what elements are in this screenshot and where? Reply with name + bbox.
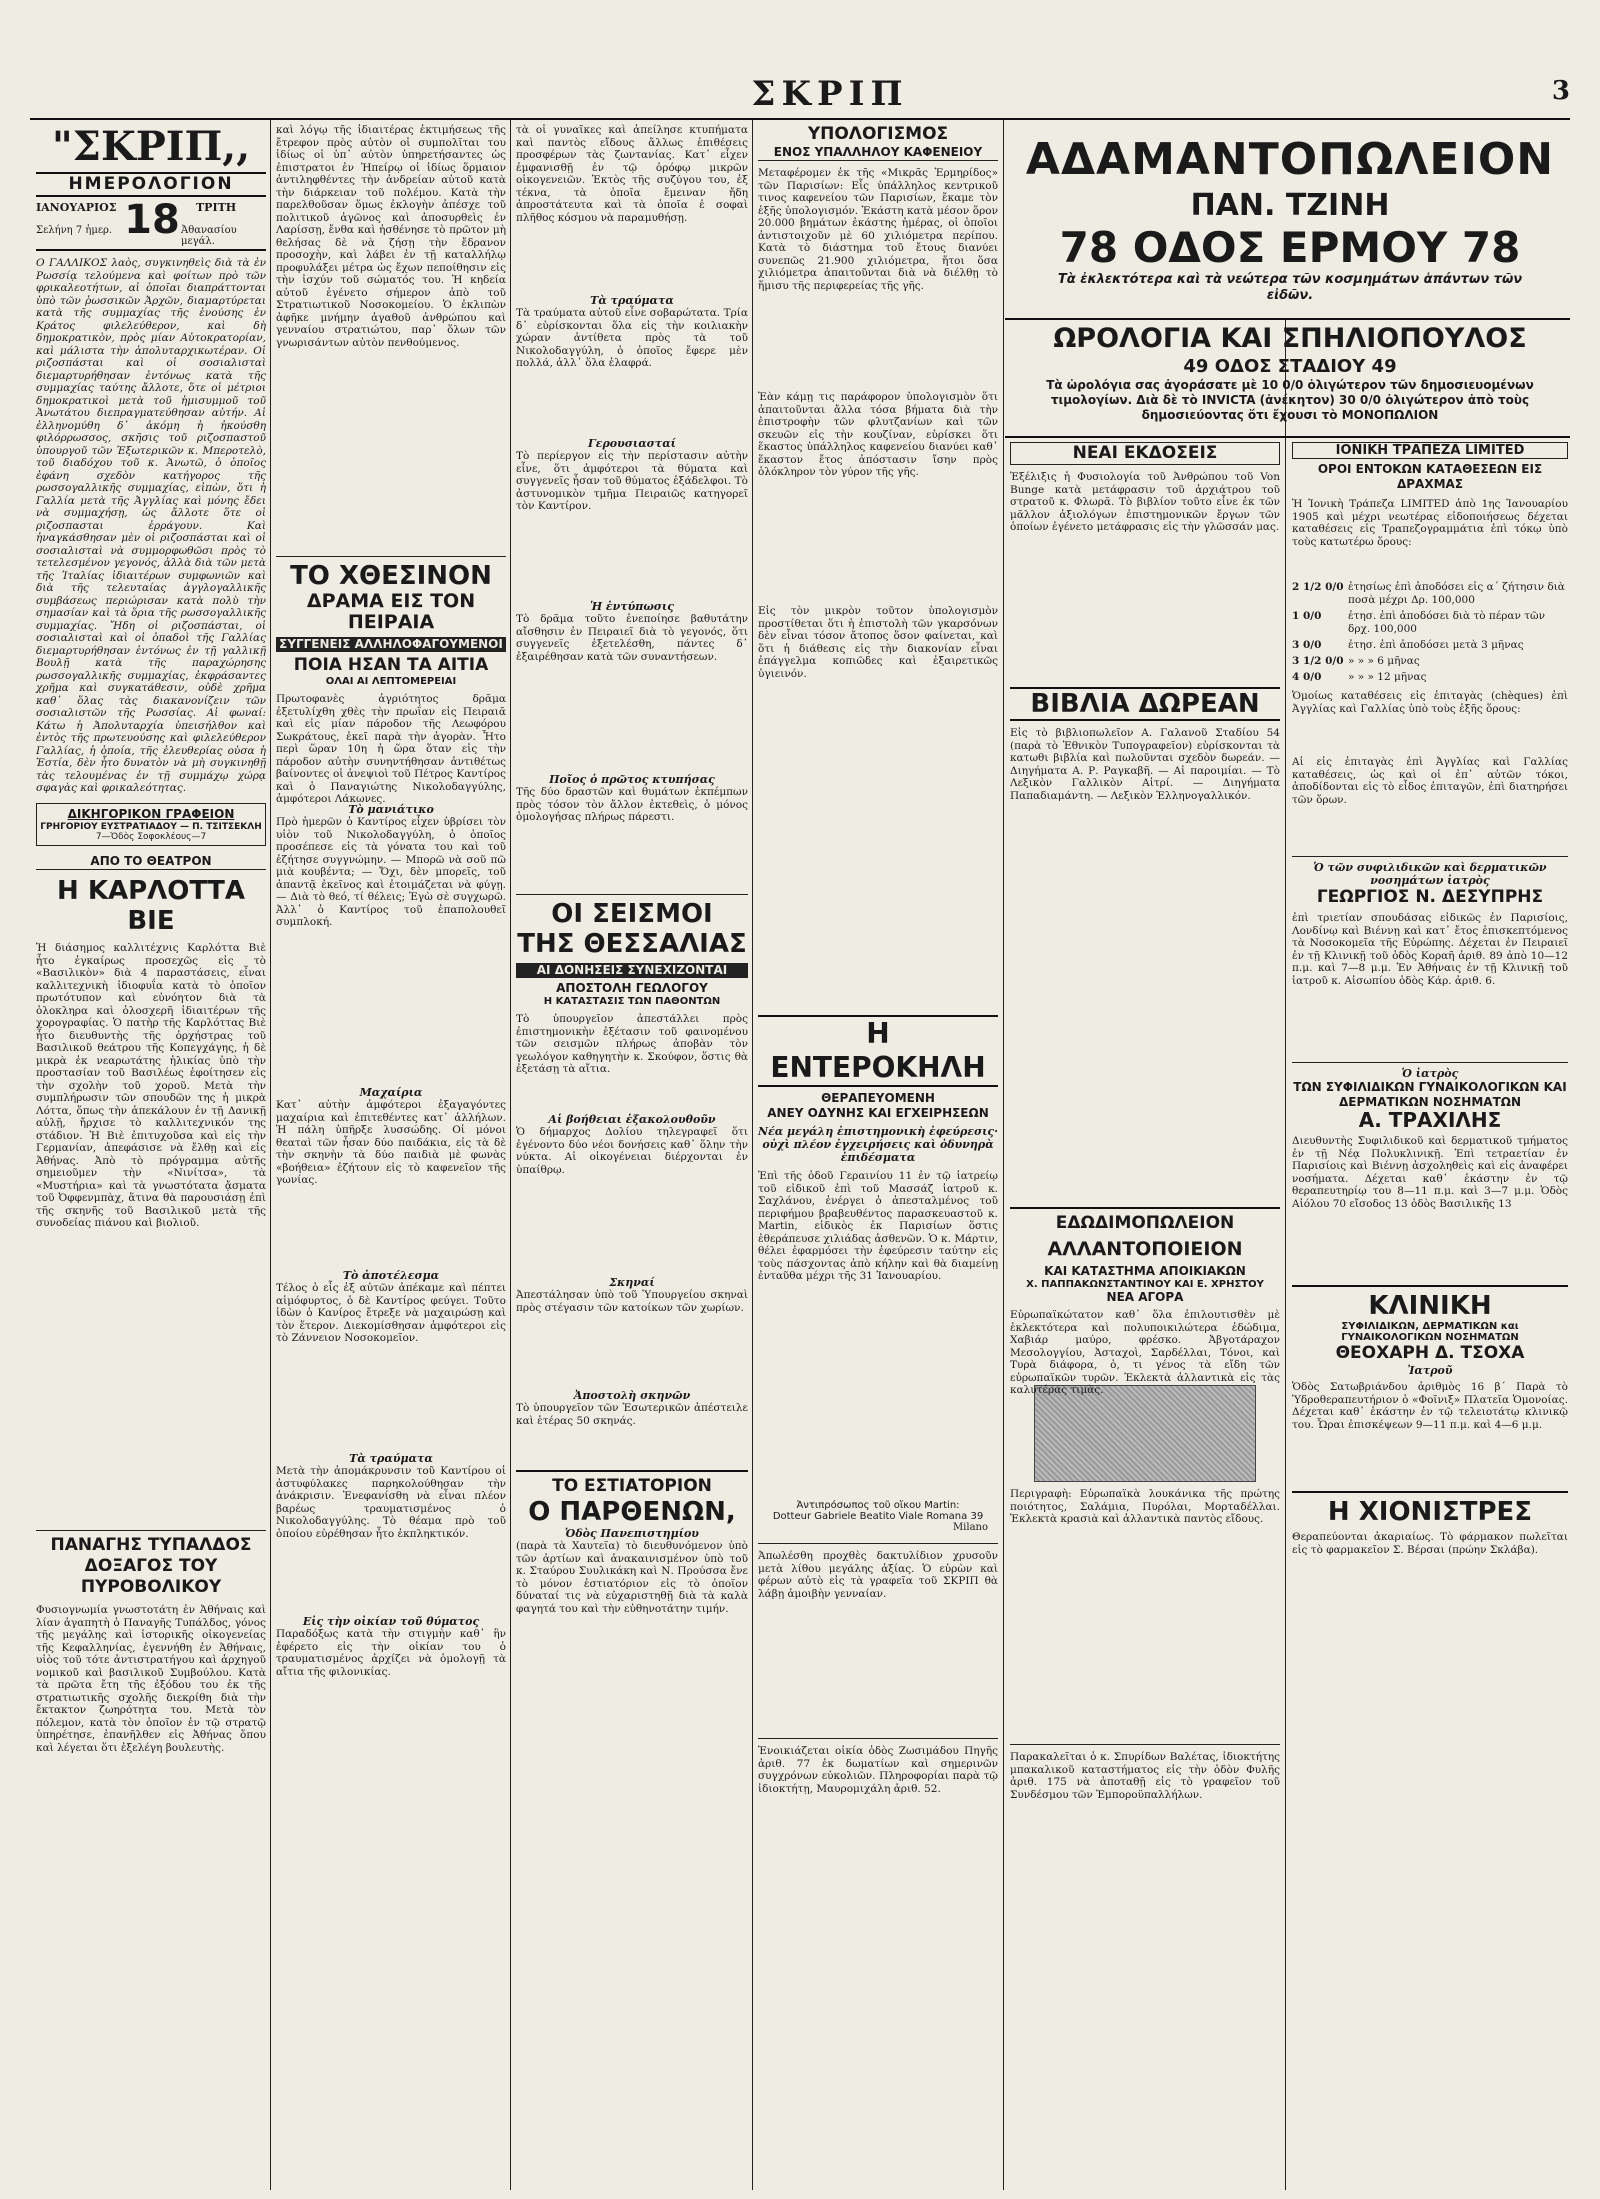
watch-ad bbox=[1010, 322, 1570, 432]
specialist-title: ΤΩΝ ΣΥΦΙΛΙΔΙΚΩΝ ΓΥΝΑΙΚΟΛΟΓΙΚΩΝ ΚΑΙ ΔΕΡΜΑΤΙΚΩΝ ΝΟΣΗΜΑΤΩΝ bbox=[1293, 1080, 1567, 1109]
bank-rate-value: 4 0/0 bbox=[1292, 671, 1322, 683]
calendar-saint: Ἀθανασίου μεγάλ. bbox=[181, 225, 237, 247]
lawyer-ad-address: 7—Ὁδὸς Σοφοκλέους—7 bbox=[95, 832, 207, 842]
calendar-month: ΙΑΝΟΥΑΡΙΟΣ bbox=[36, 201, 117, 214]
drama-sub-1: ΣΥΓΓΕΝΕΙΣ ΑΛΛΗΛΟΦΑΓΟΥΜΕΝΟΙ bbox=[276, 637, 506, 652]
manatiko-label: Τὸ μανιάτικο bbox=[348, 803, 434, 816]
wounds-text: Μετὰ τὴν ἀπομάκρυνσιν τοῦ Καντίρου οἱ ἀστυφύλακες παρηκολούθησαν τὴν ἀνάκρισιν. Ἐνεφανίσθη νὰ εἶναι πλέον βαρέως τραυματισμένος ὁ Νικολοδαγγύλης. Τὸ θέαμα πρὸ τοῦ ὁποίου εὑρέθησαν ἦτο ἐκπληκτικόν. bbox=[276, 1465, 506, 1540]
drama-sub-2: ΠΟΙΑ ΗΣΑΝ ΤΑ ΑΙΤΙΑ bbox=[293, 655, 489, 675]
tents-dispatch-label: Ἀποστολὴ σκηνῶν bbox=[573, 1389, 691, 1402]
column-4 bbox=[758, 124, 998, 2194]
entero-sub-3: Νέα μεγάλη ἐπιστημονικὴ ἐφεύρεσις· οὐχὶ πλέον ἐγχειρήσεις καὶ ὀδυνηρὰ ἐπιδέσματα bbox=[758, 1125, 998, 1164]
calc-text-2: Ἐὰν κάμῃ τις παράφορον ὑπολογισμὸν ὅτι ἀπαιτοῦνται ἄλλα τόσα βήματα διὰ τὴν ἐπιστροφὴν τῶν φλυτζανίων καὶ τῶν σκευῶν εἰς τὴν κουζίναν, εὑρίσκει ὅτι ἕκαστος ὑπάλληλος καφενείου διανύει καθ᾽ ἕκαστον ἔτος ἀπόστασιν ἴσην πρὸς ὁλόκληρον τὸν γύρον τῆς γῆς. bbox=[758, 391, 998, 478]
column-5 bbox=[1010, 442, 1280, 2192]
maheria-label: Μαχαίρια bbox=[359, 1086, 423, 1099]
result-label: Τὸ ἀποτέλεσμα bbox=[342, 1269, 440, 1282]
doctor-name: ΓΕΩΡΓΙΟΣ Ν. ΔΕΣΥΠΡΗΣ bbox=[1316, 887, 1544, 907]
bank-note: Αἱ εἰς ἐπιταγὰς ἐπὶ Ἀγγλίας καὶ Γαλλίας καταθέσεις, ὡς καὶ οἱ ἐπ᾽ αὐτῶν τόκοι, ἀποδίδονται εἰς τὸ εἶδος ἐπιταγῶν, ἐπὶ διατηρήσει τῶν ὅρων. bbox=[1292, 756, 1568, 806]
masthead-title: "ΣΚΡΙΠ,, bbox=[51, 123, 251, 170]
free-books-title: ΒΙΒΛΙΑ ΔΩΡΕΑΝ bbox=[1010, 687, 1280, 721]
obit-title: ΠΑΝΑΓΗΣ ΤΥΠΑΛΔΟΣ bbox=[36, 1530, 266, 1556]
relatives-label: Γερουσιασταί bbox=[588, 437, 676, 450]
specialist-name: Α. ΤΡΑΧΙΛΗΣ bbox=[1358, 1108, 1502, 1132]
column-rule bbox=[752, 120, 753, 2190]
bank-rate-row bbox=[1292, 639, 1568, 652]
aid-label: Αἱ βοήθειαι ἐξακολουθοῦν bbox=[548, 1113, 716, 1126]
calc-title-2: ΕΝΟΣ ΥΠΑΛΛΗΛΟΥ ΚΑΦΕΝΕΙΟΥ bbox=[758, 145, 998, 161]
watch-rule bbox=[1005, 436, 1570, 438]
entero-sign-1: Ἀντιπρόσωπος τοῦ οἴκου Martin: bbox=[796, 1500, 960, 1511]
header-rule bbox=[30, 118, 1570, 120]
bank-rate-term: » » » 12 μῆνας bbox=[1348, 671, 1427, 683]
lawyer-ad-names: ΓΡΗΓΟΡΙΟΥ ΕΥΣΤΡΑΤΙΑΔΟΥ — Π. ΤΣΙΤΣΕΚΛΗ bbox=[40, 822, 262, 832]
bank-intro: Ἡ Ἰονικὴ Τράπεζα LIMITED ἀπὸ 1ης Ἰανουαρίου 1905 καὶ μέχρι νεωτέρας εἰδοποιήσεως δέχεται καταθέσεις εἰς Τραπεζογραμμάτια ἐπὶ τόκῳ ὑπὸ τοὺς κατωτέρω ὅρους: bbox=[1292, 498, 1568, 548]
aid-text: Ὁ δήμαρχος Δολίου τηλεγραφεῖ ὅτι ἐγένοντο δύο νέοι δονήσεις καθ᾽ ὅλην τὴν νύκτα. Αἱ οἰκογένειαι διέρχονται ἐν ὑπαίθρῳ. bbox=[516, 1126, 748, 1176]
deli-text: Εὐρωπαϊκώτατον καθ᾽ ὅλα ἐπιλουτισθὲν μὲ ἐκλεκτότερα καὶ πολυποικιλώτερα ἐδώδιμα, Χαβιάρ μαύρο, φρέσκο. Ἀβγοτάραχον Μεσολογγίου, Ἀσταχοὶ, Σαρδέλλαι, Τόνοι, καὶ Τυρὰ διάφορα, ὁ, τι γένος τὰ εἴδη τῶν εὐρωπαϊκῶν τυρῶν. Ἐκλεκτὰ ἀλλαντικὰ εἰς τὰς καλυτέρας τιμὰς. bbox=[1010, 1309, 1280, 1396]
jewelry-ad bbox=[1010, 124, 1570, 314]
quake-title-2: ΤΗΣ ΘΕΣΣΑΛΙΑΣ bbox=[517, 929, 747, 959]
tragedy-label: Τὰ τραύματα bbox=[590, 294, 674, 307]
bank-title: ΙΟΝΙΚΗ ΤΡΑΠΕΖΑ LIMITED bbox=[1292, 442, 1568, 459]
bank-rates bbox=[1292, 581, 1568, 684]
lost-notice: Ἀπωλέσθη προχθὲς δακτυλίδιον χρυσοῦν μετὰ λίθου μεγάλης ἀξίας. Ὁ εὑρὼν καὶ φέρων αὐτὸ εἰς τὰ γραφεῖα τοῦ ΣΚΡΙΠ θὰ λάβῃ ἀμοιβὴν γενναίαν. bbox=[758, 1543, 998, 1730]
entero-sub-1: ΘΕΡΑΠΕΥΟΜΕΝΗ bbox=[821, 1091, 935, 1105]
column-rule bbox=[1285, 320, 1286, 2190]
calc-text-3: Εἰς τὸν μικρὸν τοῦτον ὑπολογισμὸν προστίθεται ὅτι ἡ ἐπιστολὴ τῶν γκαρσόνων δὲν εἶναι τόσον ἄτοπος ὅσον φαίνεται, καὶ ὅτι ἡ διάθεσις εἰς τὴν διακονίαν εἶναι ἐπάγγελμα κοπιῶδες καὶ ἐξαιρετικῶς ὑγιεινόν. bbox=[758, 605, 998, 680]
bank-rate-term: ἐτησ. ἐπὶ ἀποδόσει μετὰ 3 μῆνας bbox=[1348, 639, 1524, 651]
rent-notice: Ἐνοικιάζεται οἰκία ὁδὸς Ζωσιμάδου Πηγῆς ἀριθ. 77 ἐκ δωματίων καὶ σημερινῶν συγχρόνων εὐκολιῶν. Πληροφορίαι παρὰ τῷ ἰδιοκτήτῃ, Μαυρομιχάλη ἀριθ. 52. bbox=[758, 1738, 998, 1855]
page-number: 3 bbox=[1551, 76, 1570, 106]
intro-article: Ο ΓΑΛΛΙΚΟΣ λαὸς, συγκινηθεὶς διὰ τὰ ἐν Ρωσσίᾳ τελούμενα καὶ φοίτων πρὸ τῶν φρικαλεοτήτων, αἱ ὁποῖαι διαπράττονται ὑπὸ τῶν ῥωσσικῶν Ἀρχῶν, διαμαρτύρεται κατὰ τῆς συμμαχίας τῆς ἐνούσης ἐν Κράτος φιλελεύθερον, καὶ δὴ δημοκρατικὸν, πρὸς μίαν Αὐτοκρατορίαν, καὶ μάλιστα τὴν ἀπολυταρχικωτέραν. Οἱ ριζοσπάσται καὶ οἱ σοσιαλισταὶ διεμαρτυρήθησαν ἐντόνως κατὰ τῆς συμμαχίας ταύτης ἄλλοτε, ὅτε οἱ μέτριοι δημοκρατικοὶ μετὰ τοῦ ἡμισυμμοῦ τοῦ Ἀνωτάτου διεπραγματεύθησαν αὐτήν. Αἱ ἐλληνομύθη δ᾽ ἀκόμη ἡ ἠκούσθη φιλόρρωσσος, σκῆσις τοῦ ριζοσπαστοῦ ὑπουργοῦ τῶν Ἐξωτερικῶν κ. Μπεροτελὸ, τοῦ διαδόχου τοῦ κ. Ἀνωτῶ, ὁ ὁποῖος ἐφάνη σχεδὸν κατήγορος τῆς ρωσσογαλλικῆς συμμαχίας, εἰπὼν, ὅτι ἡ Γαλλία μετὰ τῆς Ἀγγλίας καὶ μόνης ἔδει νὰ συμμαχήσῃ, ὡς ἄλλοτε ὅτε οἱ ριζοσπασται ἐρράγουν. Καὶ ἠναγκάσθησαν μὲν οἱ ριζοσπάσται καὶ οἱ σοσιαλισταὶ νὰ συμμορφωθῶσι πρὸς τὸ τετελεσμένον γεγονός, ἀλλὰ διὰ τῶν μετὰ τῆς Ἰταλίας ἰδιαιτέρων συμφωνιῶν καὶ διὰ τῆς τελευταίας ἀγγλογαλλικῆς συμβάσεως περιώρισαν κατὰ πολὺ τὴν σημασίαν καὶ τὰ ὅρια τῆς ρωσσογαλλικῆς συμμαχίας. Ἤδη οἱ ριζοσπάσται, οἱ σοσιαλισταὶ καὶ οἱ ὀπαδοὶ τῆς Γαλλίας διεμαρτυρήθησαν ἐντόνως ἐν τῇ γαλλικῇ Βουλῇ κατὰ τῆς παραχώρησης ρωσσογαλλικῆς συμμαχίας, ἐκφράσαντες χρῆμα καὶ συγκατάθεσιν, οὐδὲ χρῆμα καθ᾽ ὅλας τὰς διακανονίζειν τῶν σοσιαλιστῶν τῆς Ρωσσίας. Αἱ φωναί: Κάτω ἡ Ἀπολυταρχία ὑπεισήλθον καὶ ἐντὸς τῆς πρωτευούσης καὶ φιλελεύθερον Γαλλίας, ἡ ὁποία, τῆς ἐλευθερίας οὐσα ἡ Ἑστία, δὲν ἦτο δυνατὸν νὰ μὴ συγκινηθῇ τὰς τελουμένας ἐν τῇ συμμάχῳ χώρᾳ σφαγὰς καὶ φρικαλεότητας. bbox=[36, 249, 266, 797]
tents-label: Σκηναί bbox=[609, 1276, 655, 1289]
clinic-text: Ὁδὸς Σατωβριάνδου ἀριθμὸς 16 β΄ Παρὰ τὸ Ὑδροθεραπευτήριον ὁ «Φοῖνιξ» Πλατεῖα Ὁμονοίας. Δέχεται καθ᾽ ἑκάστην ἐν τῷ τελειοτάτῳ κλινικῷ του. Ὧραι ἐπισκέψεων 9—11 π.μ. καὶ 4—6 μ.μ. bbox=[1292, 1381, 1568, 1431]
entero-sub-2: ΑΝΕΥ ΟΔΥΝΗΣ ΚΑΙ ΕΓΧΕΙΡΗΣΕΩΝ bbox=[767, 1106, 989, 1120]
drama-title: ΤΟ ΧΘΕΣΙΝΟΝ bbox=[276, 556, 506, 591]
bank-rate-term: ἐτησ. ἐπὶ ἀποδόσει διὰ τὸ πέραν τῶν δρχ. 100,000 bbox=[1348, 610, 1545, 635]
result-text: Τέλος ὁ εἷς ἐξ αὐτῶν ἀπέκαμε καὶ πέπτει αἱμόφυρτος, ὁ δὲ Καντίρος φεύγει. Τοῦτο ἰδὼν ὁ Κανίρος ἔτρεξε νὰ μαχαιρώσῃ καὶ τὸν ἕτερον. Διεκομίσθησαν ἀμφότεροι εἰς τὸ Ζάννειον Νοσοκομεῖον. bbox=[276, 1282, 506, 1344]
column-rule bbox=[1003, 120, 1004, 2190]
column-rule bbox=[510, 120, 511, 2190]
paper-name: ΣΚΡΙΠ bbox=[751, 74, 909, 114]
doctor-label: Ὁ τῶν συφιλιδικῶν καὶ δερματικῶν νοσημάτων ἰατρὸς bbox=[1292, 856, 1568, 887]
specialist-text: Διευθυντὴς Συφιλιδικοῦ καὶ δερματικοῦ τμήματος ἐν τῇ Νέᾳ Πολυκλινικῇ. Ἐπὶ τετραετίαν ἐν Παρισίοις καὶ Βιέννῃ ἀσχοληθεὶς καὶ εἰς ἀναφέρει νοσήματα. Δέχεται καθ᾽ ἑκάστην ἐν τῷ θεραπευτηρίῳ του 8—11 π.μ. καὶ 3—7 μ.μ. Ὁδὸς Αἰόλου 70 εἴσοδος 13 ὁδὸς Βασιλικῆς 13 bbox=[1292, 1135, 1568, 1210]
restaurant-text: (παρὰ τὰ Χαυτεῖα) τὸ διευθυνόμενον ὑπὸ τῶν ἀρτίων καὶ ἀνακαινισμένον ὑπὸ τοῦ κ. Σταύρου Συυλικάκη καὶ Ν. Προύσσα ἔνε τὸ μόνον ἐστιατόριον εἰς τὸ ὁποῖον δύναταί τις νὰ εὐχαριστηθῇ διὰ τὰ καλὰ φαγητά του καὶ τὴν εὐθηνοτάτην τιμήν. bbox=[516, 1540, 748, 1615]
victim-home-text: Παραδόξως κατὰ τὴν στιγμὴν καθ᾽ ἣν ἐφέρετο εἰς τὴν οἰκίαν του ὁ τραυματισμένος ἀρχίζει νὰ ὁμολογῇ τὰ αἴτια τῆς φιλονικίας. bbox=[276, 1628, 506, 1678]
bank-rate-row bbox=[1292, 655, 1568, 668]
calendar-weekday: ΤΡΙΤΗ bbox=[196, 201, 237, 214]
page-header bbox=[30, 70, 1570, 120]
restaurant-address: Ὁδὸς Πανεπιστημίου bbox=[565, 1527, 699, 1540]
obit-subtitle: ΔΟΞΑΓΟΣ ΤΟΥ ΠΥΡΟΒΟΛΙΚΟΥ bbox=[80, 1556, 222, 1597]
new-editions-title: ΝΕΑΙ ΕΚΔΟΣΕΙΣ bbox=[1010, 442, 1280, 465]
calendar-section: ΗΜΕΡΟΛΟΓΙΟΝ bbox=[36, 172, 266, 197]
manatiko-text: Πρὸ ἡμερῶν ὁ Καντίρος εἶχεν ὑβρίσει τὸν υἱὸν τοῦ Νικολοδαγγύλη, ὁ ὁποῖος προσέπεσε εἰς τὰ γόνατα του καὶ τοῦ ἐζήτησε συγγνώμην. — Μπορῶ νὰ σοῦ πῶ μιὰ κουβέντα; — Ὄχι, δὲν μπορεῖς, τοῦ ἀπαντᾷ ἐκεῖνος καὶ ἐτοιμάζεται νὰ φύγῃ. — Διὰ τὸ θεό, τί θέλεις; Ἐγὼ σὲ συγχωρῶ. Ἀλλ᾽ ὁ Καντίρος τοῦ ἐπαπολουθεῖ συμπλοκή. bbox=[276, 816, 506, 928]
obit-article: Φυσιογνωμία γνωστοτάτη ἐν Ἀθήναις καὶ λίαν ἀγαπητὴ ὁ Παναγῆς Τυπάλδος, γόνος τῆς μεγάλης καὶ ἱστορικῆς οἰκογενείας τῆς Κεφαλληνίας, ἐγεννήθη ἐν Ἀθήναις, υἱὸς τοῦ τότε ἀντιστρατήγου καὶ ἀρχηγοῦ νομικοῦ καὶ βασιλικοῦ Συμβούλου. Κατὰ τὰ πρῶτα ἔτη τῆς ἐξόδου του ἐκ τῆς στρατιωτικῆς σχολῆς διεκρίθη διὰ τὴν ἔκτακτον ζωηρότητα του. Μετὰ τὸν πόλεμον, κατὰ τὸν ὁποῖον ἐν τῷ στρατῷ ὑπηρέτησε, ἐπανῆλθεν εἰς Ἀθήνας ὅπου καὶ λέγεται ὅτι ἐξελέγη βουλευτὴς. bbox=[36, 1604, 266, 1754]
bank-rate-value: 1 0/0 bbox=[1292, 610, 1322, 622]
tragedy-text: Τὰ τραύματα αὐτοῦ εἶνε σοβαρώτατα. Τρία δ᾽ εὑρίσκονται ὅλα εἰς τὴν κοιλιακὴν χώραν ἀντίθετα πρὸς τὰ τοῦ Νικολοδαγγύλη, ὁ ὁποῖος ἔφερε μὲν πολλά, ἀλλ᾽ ὅλα ἐλαφρά. bbox=[516, 307, 748, 369]
bank-rate-term: ἐτησίως ἐπὶ ἀποδόσει εἰς α΄ ζήτησιν διὰ ποσὰ μέχρι Δρ. 100,000 bbox=[1348, 581, 1565, 606]
calc-text-1: Μεταφέρομεν ἐκ τῆς «Μικρᾶς Ἑρμηρίδος» τῶν Παρισίων: Εἷς ὑπάλληλος κεντρικοῦ τινος καφενείου τῶν Παρισίων, ἔκαμε τὸν ἑξῆς ὑπολογισμόν. Ἐκάστη κατὰ μέσον ὅρον 20.000 βημάτων ἐκάστης ἡμέρας, οἱ ὁποῖοι ἀντιστοιχοῦν μὲ 60 χιλιόμετρα περίπου. Κατὰ τὸ διάστημα τοῦ ἔτους διανύει συνεπῶς 21.900 χιλιόμετρα, ἥτοι ὅσα χιλιόμετρα ἀπαιτοῦνται διὰ νὰ διέλθῃ τὸ ἥμισυ τῆς περιφερείας τῆς γῆς. bbox=[758, 167, 998, 292]
drama-title-2: ΔΡΑΜΑ ΕΙΣ ΤΟΝ ΠΕΙΡΑΙΑ bbox=[306, 590, 476, 633]
first-strike-label: Ποῖος ὁ πρῶτος κτυπήσας bbox=[549, 773, 715, 786]
jewelry-address: 78 ΟΔΟΣ ΕΡΜΟΥ 78 bbox=[1059, 223, 1521, 272]
carlotta-article: Ἡ διάσημος καλλιτέχνις Καρλόττα Βιὲ ἦτο ἐγκαίρως προσεχῶς εἰς τὸ «Βασιλικὸν» διὰ 4 παραστάσεις, εἶναι καλλιτεχνικὴ ἰδιοφυΐα κατὰ τὸ ὁποῖον πρωτότυπον καὶ εὐνόητον διὰ τὰ ὁλοκληρα καὶ ὁλοσχερῆ ἰδιαιτέρων τῆς χορογραφίας. Ὁ πατὴρ τῆς Καρλόττας Βιὲ ἦτο διευθυντὴς τῆς ὀρχήστρας τοῦ Βασιλικοῦ θεάτρου τῆς Κοπεγχάγης, ἡ δὲ μικρὰ ἐκ νεαρωτάτης ἡλικίας ὑπὸ τὴν προστασίαν τοῦ Βασιλέως ἐφοίτησεν εἰς τὴν σχολὴν τοῦ χοροῦ. Μετὰ τὴν συμπλήρωσιν τῶν σπουδῶν της ἡ μικρὰ Λόττα, ὅπως τὴν ἀπεκάλουν ἐν τῇ Δανικῇ αὐλῇ, ἤρχισε τὸ καλλιτεχνικόν της στάδιον. Ἡ Βιὲ ἐπιτυχοῦσα καὶ εἰς τὴν Γερμανίαν, ἀπεφάσισε νὰ ἔλθῃ καὶ εἰς Ἀθήνας. Ἀπὸ τὸ πρόγραμμα αὐτῆς σημειοῦμεν τὴν «Νινίτσα», τὰ «Μυστήρια» καὶ τὰ γνωστότατα ᾄσματα τοῦ Ὀφφενμπὰχ, ἅτινα θὰ παρουσιάσῃ ἐπὶ τῆς σκηνῆς τοῦ Βασιλικοῦ μετὰ τῆς συνοδείας πιάνου καὶ βιολιοῦ. bbox=[36, 942, 266, 1229]
jewelry-rule bbox=[1005, 318, 1570, 320]
bank-rate-row bbox=[1292, 610, 1568, 636]
bank-rate-row bbox=[1292, 671, 1568, 684]
free-books-text: Εἰς τὸ βιβλιοπωλεῖον Α. Γαλανοῦ Σταδίου 54 (παρὰ τὸ Ἐθνικὸν Τυπογραφεῖον) εὑρίσκονται τὰ κατωθι βιβλία καὶ πωλοῦνται σχεδὸν δωρεάν. — Διηγήματα Α. Ρ. Ραγκαβῆ. — Αἱ παροιμίαι. — Τὸ Λεξικὸν Γαλλικὸν Αἰτρί. — Διηγήματα Παπαδιαμάντη. — Λεξικὸν Ἑλληνογαλλικόν. bbox=[1010, 727, 1280, 802]
column-6 bbox=[1292, 442, 1568, 2192]
entero-sign-3: Milano bbox=[952, 1522, 988, 1533]
column-rule bbox=[270, 120, 271, 2190]
first-strike-text: Τῆς δύο δραστῶν καὶ θυμάτων ἐκπέμπων πρὸς τόσον τὸν ἄλλον ἐκτεθεὶς, ὁ μόνος ὁμολογήσας πλήρως πάρεστι. bbox=[516, 786, 748, 823]
entero-title: Η ΕΝΤΕΡΟΚΗΛΗ bbox=[758, 1015, 998, 1087]
column-1 bbox=[36, 124, 266, 2194]
deli-title: ΕΔΩΔΙΜΟΠΩΛΕΙΟΝ bbox=[1010, 1207, 1280, 1234]
relatives-text: Τὸ περίεργον εἰς τὴν περίστασιν αὐτὴν εἶνε, ὅτι ἀμφότεροι τὰ θύματα καὶ συγγενεῖς ἦσαν τοῦ θύματος ἐξάδελφοι. Τὸ ἀστυνομικὸν τμῆμα Πειραιῶς κατηγορεῖ τὸν Καντίρον. bbox=[516, 450, 748, 512]
column-3 bbox=[516, 124, 748, 2194]
entero-sign-2: Dotteur Gabriele Beatito Viale Romana 39 bbox=[772, 1511, 984, 1522]
jewelry-title: ΑΔΑΜΑΝΤΟΠΩΛΕΙΟΝ bbox=[1025, 134, 1555, 185]
obit-continued: καὶ λόγῳ τῆς ἰδιαιτέρας ἐκτιμήσεως τῆς ἔτρεφον πρὸς αὐτὸν οἱ συμπολῖται του ἰδίως οἱ ὑπ᾽ αὐτὸν ὑπηρετήσαντες ὡς ἐπιστρατοι ἐν Ἠπείρῳ οἱ ἰδίως ὅρμαιον ἀντιληφθέντες τὴν ἀνδρείαν αὐτοῦ κατὰ τὴν διάρκειαν τοῦ πολέμου. Κατὰ τὴν παρελθοῦσαν ὅμως ἐκλογὴν ἀπέσχε τοῦ πολιτικοῦ ἀγῶνος καὶ ἀποσυρθεὶς ἐν Λαρίσσῃ, ἔνθα καὶ ἠσθένησε τὸ πρῶτον μὴ θελήσας δὲ νὰ ζήσῃ τὴν ἔδρανον προσοχὴν, καὶ λάβει ἐν τῇ καταλλήλῳ προφυλάξει μέτρα ὡς ἔχων πεποίθησιν εἰς τὴν ἰσχύν τοῦ σώματός του. Ἡ κηδεία αὐτοῦ ἐγένετο σήμερον ἀπὸ τοῦ Στρατιωτικοῦ Νοσοκομείου. Ὁ ἐκλιπὼν ἀφῆκε μνήμην ἀγαθοῦ ἀνθρώπου καὶ γενναίου στρατιώτου, παρ᾽ ὅλων τῶν γνωρισάντων αὐτὸν πενθούμενος. bbox=[276, 124, 506, 349]
drama-article: Πρωτοφανὲς ἀγριότητος δρᾶμα ἐξετυλίχθη χθὲς τὴν πρωΐαν εἰς Πειραιᾶ καὶ εἰς μίαν πάροδον τῆς Λεωφόρου Σωκράτους, ἐκεῖ παρὰ τὴν ἀγορὰν. Ἦτο περὶ ὥραν 10η ἡ ὥρα ὅταν εἰς τὴν πάροδον αὐτὴν συνηντήθησαν ἀντιθέτως βαίνοντες οἱ ἀνεψιοὶ τοῦ Πέτρος Καντίρος καὶ ὁ Παναγιώτης Νικολοδαγγύλης, ἀμφότεροι Λάκωνες. bbox=[276, 693, 506, 805]
bank-cheque-text: Ὁμοίως καταθέσεις εἰς ἐπιταγὰς (chèques) ἐπὶ Ἀγγλίας καὶ Γαλλίας ὑπὸ τοὺς ἑξῆς ὅρους: bbox=[1292, 690, 1568, 715]
quake-title: ΟΙ ΣΕΙΣΜΟΙ bbox=[516, 894, 748, 929]
notice-text: Παρακαλεῖται ὁ κ. Σπυρίδων Βαλέτας, ἰδιοκτήτης μπακαλικοῦ καταστήματος εἰς τὴν ὁδὸν Φυλῆς ἀριθ. 175 νὰ ἀποταθῇ εἰς τὸ γραφεῖον τοῦ Συνδέσμου τῶν Ἐμποροϋπαλλήλων. bbox=[1010, 1744, 1280, 1861]
goat-illustration bbox=[1034, 1385, 1256, 1482]
watch-address: 49 ΟΔΟΣ ΣΤΑΔΙΟΥ 49 bbox=[1183, 356, 1397, 377]
drama-sub-3: ΟΛΑΙ ΑΙ ΛΕΠΤΟΜΕΡΕΙΑΙ bbox=[325, 676, 457, 687]
tents-dispatch-text: Τὸ ὑπουργεῖον τῶν Ἐσωτερικῶν ἀπέστειλε καὶ ἑτέρας 50 σκηνάς. bbox=[516, 1402, 748, 1427]
new-editions-text: Ἐξέλιξις ἡ Φυσιολογία τοῦ Ἀνθρώπου τοῦ Von Bunge κατὰ μετάφρασιν τοῦ ἀρχιάτρου τοῦ στρατοῦ κ. Φλωρᾶ. Τὸ βιβλίον τοῦτο εἶνε ἐκ τῶν μᾶλλον ἀξιολόγων ἐπιστημονικῶν ἔργων τῶν ὁποίων ἐγένετο μετάφρασις εἰς τὴν γλῶσσάν μας. bbox=[1010, 471, 1280, 533]
doctor-text: ἐπὶ τριετίαν σπουδάσας εἰδικῶς ἐν Παρισίοις, Λονδίνῳ καὶ Βιέννῃ καὶ κατ᾽ ἔτος ἐπισκεπτόμενος τὰ Νοσοκομεῖα τῆς Εὐρώπης. Δέχεται ἐν Πειραιεῖ ἐν τῇ Κλινικῇ τοῦ ὁδὸς Κοραῆ ἀριθ. 89 ἀπὸ 10—12 π.μ. καὶ 7—8 μ.μ. Ἐν Ἀθήναις ἐν τῇ Κλινικῇ τοῦ ἰατροῦ κ. Αἰσωπίου ὁδὸς Κάρ. ἀριθ. 6. bbox=[1292, 912, 1568, 987]
carlotta-title: Η ΚΑΡΛΟΤΤΑ ΒΙΕ bbox=[57, 876, 245, 936]
deli-title-3: ΚΑΙ ΚΑΤΑΣΤΗΜΑ ΑΠΟΙΚΙΑΚΩΝ bbox=[1044, 1264, 1246, 1278]
calendar-box bbox=[36, 197, 266, 249]
deli-market: ΝΕΑ ΑΓΟΡΑ bbox=[1106, 1290, 1184, 1304]
theatre-label: ΑΠΟ ΤΟ ΘΕΑΤΡΟΝ bbox=[36, 854, 266, 870]
clinic-name: ΘΕΟΧΑΡΗ Δ. ΤΣΟΧΑ bbox=[1335, 1343, 1525, 1363]
calendar-moon: Σελήνη 7 ἡμερ. bbox=[36, 225, 113, 236]
bank-rate-row bbox=[1292, 581, 1568, 607]
quake-sub-1: ΑΙ ΔΟΝΗΣΕΙΣ ΣΥΝΕΧΙΖΟΝΤΑΙ bbox=[516, 963, 748, 978]
bank-sub: ΟΡΟΙ ΕΝΤΟΚΩΝ ΚΑΤΑΘΕΣΕΩΝ ΕΙΣ ΔΡΑΧΜΑΣ bbox=[1317, 462, 1543, 491]
deli-text-2: Περιγραφὴ: Εὐρωπαϊκὰ λουκάνικα τῆς πρώτης ποιότητος, Σαλάμια, Πυρόλαι, Μορταδέλλαι. Ἐκλεκτὰ κρασιὰ καὶ ἀλλαντικὰ παντὸς εἴδους. bbox=[1010, 1488, 1280, 1525]
maheria-text: Κατ᾽ αὐτὴν ἀμφότεροι ἐξαγαγόντες μαχαίρια καὶ ἐπιτεθέντες κατ᾽ ἀλλήλων. Ἡ πάλη ὑπῆρξε λυσσώδης. Οἱ μόνοι θεαταὶ τῶν ἦσαν δύο παιδάκια, εἰς τὰ δὲ τὴν σκηνὴν τὰ δύο παιδιὰ μὲ φωνὰς «βοήθεια» ἐζήτουν εἰς τὸ καφενεῖον τῆς γωνίας. bbox=[276, 1099, 506, 1186]
lawyer-ad-title: ΔΙΚΗΓΟΡΙΚΟΝ ΓΡΑΦΕΙΟΝ bbox=[67, 807, 235, 821]
entero-text: Ἐπὶ τῆς ὁδοῦ Γεραινίου 11 ἐν τῷ ἰατρείῳ τοῦ εἰδικοῦ ἐπὶ τοῦ Μασσάζ ἰατροῦ κ. Σαχλάνου, ἐνέργει ὁ ἀπεσταλμένος τοῦ περιφήμου βραβευθέντος παρασκευαστοῦ κ. Martin, εἰδικὸς ἐκ Παρισίων ὅστις ἐθεράπευσε χιλιάδας ἀσθενῶν. Ὁ κ. Μάρτιν, θέλει ἐφαρμόσει τὴν ἐφεύρεσιν ταύτην εἰς τοὺς πάσχοντας ἀπὸ κήλην καὶ θὰ διαμείνῃ ἐνταῦθα μέχρι τῆς 31 Ἰανουαρίου. bbox=[758, 1170, 998, 1282]
deli-title-2: ΑΛΛΑΝΤΟΠΟΙΕΙΟΝ bbox=[1047, 1238, 1243, 1260]
watch-title: ΩΡΟΛΟΓΙΑ ΚΑΙ ΣΠΗΛΙΟΠΟΥΛΟΣ bbox=[1053, 323, 1527, 354]
impression-label: Ἡ ἐντύπωσις bbox=[590, 600, 674, 613]
clinic-sub: ΣΥΦΙΛΙΔΙΚΩΝ, ΔΕΡΜΑΤΙΚΩΝ και ΓΥΝΑΙΚΟΛΟΓΙΚΩΝ ΝΟΣΗΜΑΤΩΝ bbox=[1341, 1321, 1519, 1343]
jewelry-text: Τὰ ἐκλεκτότερα καὶ τὰ νεώτερα τῶν κοσμημάτων ἁπάντων τῶν εἰδῶν. bbox=[1057, 272, 1523, 303]
watch-text: Τὰ ὡρολόγια σας ἀγοράσατε μὲ 10 0/0 ὀλιγώτερον τῶν δημοσιευομένων τιμολογίων. Διὰ δὲ τὸ INVICTA (ἀνέκητον) 30 0/0 ὀλιγώτερον ἀπὸ τοὺς δημοσιεύοντας ὅτι ἔχουσι τὸ ΜΟΝΟΠΩΛΙΟΝ bbox=[1046, 378, 1534, 422]
wounds-label: Τὰ τραύματα bbox=[349, 1452, 433, 1465]
jewelry-owner: ΠΑΝ. ΤΖΙΝΗ bbox=[1190, 188, 1390, 223]
chilblains-text: Θεραπεύονται ἀκαριαίως. Τὸ φάρμακον πωλεῖται εἰς τὸ φαρμακεῖον Σ. Βέρσαι (πρώην Σκλάβα). bbox=[1292, 1531, 1568, 1556]
clinic-role: Ἰατροῦ bbox=[1407, 1364, 1453, 1377]
lawyer-ad bbox=[36, 803, 266, 846]
calc-title: ΥΠΟΛΟΓΙΣΜΟΣ bbox=[807, 124, 949, 144]
restaurant-title: ΤΟ ΕΣΤΙΑΤΟΡΙΟΝ bbox=[516, 1470, 748, 1497]
clinic-title: ΚΛΙΝΙΚΗ bbox=[1292, 1285, 1568, 1321]
chilblains-title: Η ΧΙΟΝΙΣΤΡΕΣ bbox=[1292, 1491, 1568, 1527]
quake-sub-3: Η ΚΑΤΑΣΤΑΣΙΣ ΤΩΝ ΠΑΘΟΝΤΩΝ bbox=[543, 996, 721, 1007]
restaurant-title-2: Ο ΠΑΡΘΕΝΩΝ, bbox=[528, 1497, 736, 1527]
specialist-label: Ὁ ἰατρὸς bbox=[1292, 1062, 1568, 1080]
tents-text: Ἀπεστάλησαν ὑπὸ τοῦ Ὑπουργείου σκηναὶ πρὸς στέγασιν τῶν κατοίκων τῶν χωρίων. bbox=[516, 1289, 748, 1314]
drama-continued: τὰ οἱ γυναῖκες καὶ ἀπείλησε κτυπήματα καὶ παντὸς εἴδους ἄλλως ἐπιθέσεις προσφέρων τὰς ζωντανίας. Κατ᾽ εἶχεν ἐμφανισθῇ ἐν τῷ ὀρόφῳ μικρῶν οἰκογενειῶν. Ἐκτὸς τῆς συζύγου του, ἐξ τέκνα, τὰ ὁποῖα ἔμειναν ἤδη ἀπροστάτευτα καὶ τὰ ὁποῖα ἐ σοφαὶ πλῆθος κόσμου νὰ παραμυθήσῃ. bbox=[516, 124, 748, 224]
bank-rate-value: 3 0/0 bbox=[1292, 639, 1322, 651]
calendar-day: 18 bbox=[124, 197, 180, 243]
bank-rate-value: 2 1/2 0/0 bbox=[1292, 581, 1344, 593]
bank-rate-term: » » » 6 μῆνας bbox=[1348, 655, 1420, 667]
deli-owners: Χ. ΠΑΠΠΑΚΩΝΣΤΑΝΤΙΝΟΥ ΚΑΙ Ε. ΧΡΗΣΤΟΥ bbox=[1026, 1279, 1264, 1290]
quake-text: Τὸ ὑπουργεῖον ἀπεστάλλει πρὸς ἐπιστημονικὴν ἐξέτασιν τοῦ φαινομένου τῶν σεισμῶν πλήρως ἀποβὰν τὸν γεωλόγον καθηγητὴν κ. Σκούφον, ὅστις θὰ ἐξετάσῃ τὰ αἴτια. bbox=[516, 1013, 748, 1075]
bank-rate-value: 3 1/2 0/0 bbox=[1292, 655, 1344, 667]
quake-sub-2: ΑΠΟΣΤΟΛΗ ΓΕΩΛΟΓΟΥ bbox=[556, 981, 708, 995]
impression-text: Τὸ δρᾶμα τοῦτο ἐνεποίησε βαθυτάτην αἴσθησιν ἐν Πειραιεῖ διὰ τὸ γεγονός, ὅτι συγγενεῖς ἐξετελέσθη, πάντες δ᾽ ἐξαιρέθησαν κατὰ τῶν συναντήσεων. bbox=[516, 613, 748, 663]
victim-home-label: Εἰς τὴν οἰκίαν τοῦ θύματος bbox=[302, 1615, 480, 1628]
column-2 bbox=[276, 124, 506, 2194]
